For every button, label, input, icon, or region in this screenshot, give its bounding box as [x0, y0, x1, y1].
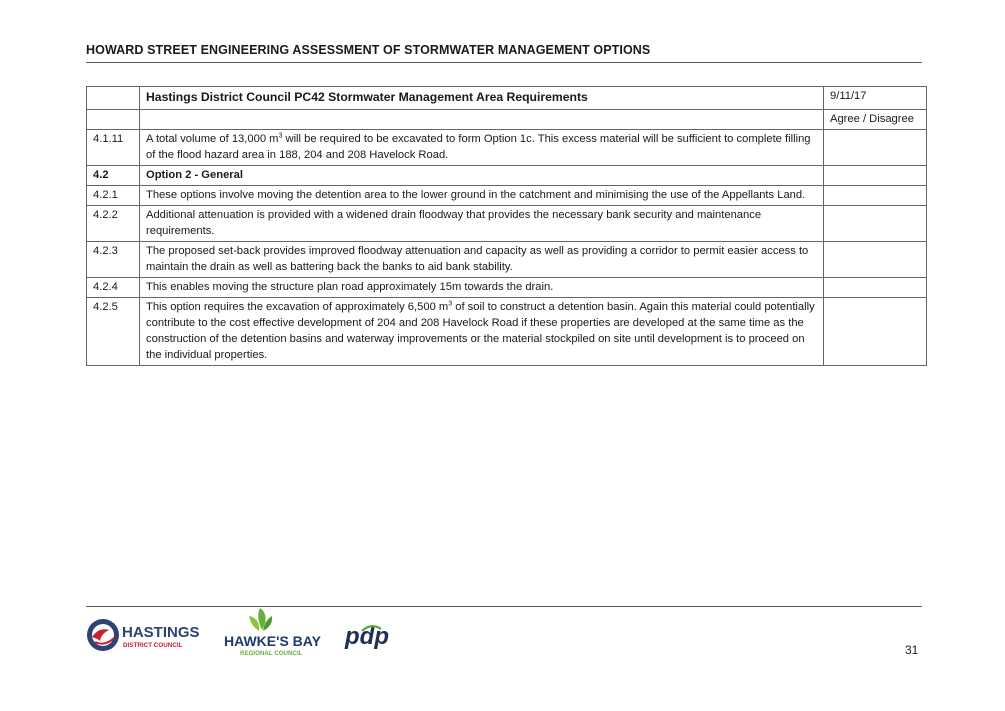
header-divider — [86, 62, 922, 63]
clause-text-part: will be required to be excavated to form Option 1c. This excess material will be sufficient to complete filling of the flood hazard area in 188, 204 and 208 Havelock Road. — [146, 133, 811, 161]
document-header-title: HOWARD STREET ENGINEERING ASSESSMENT OF STORMWATER MANAGEMENT OPTIONS — [86, 43, 651, 57]
clause-text: The proposed set-back provides improved floodway attenuation and capacity as well as providing a corridor to permit easier access to maintain the drain as well as battering back the banks to aid bank stability. — [140, 242, 824, 278]
agree-disagree-label: Agree / Disagree — [824, 110, 927, 130]
hastings-logo-name: HASTINGS — [122, 624, 200, 641]
clause-text-part: of soil to construct a detention basin. Again this material could potentially contribute to the cost effective development of 204 and 208 Havelock Road if these properties are developed at the same time as the construction of the detention basins and waterway improvements or the material stockpiled on site until development is to proceed on the individual properties. — [146, 301, 815, 361]
agree-disagree-cell — [824, 186, 927, 206]
clause-number: 4.2.2 — [87, 206, 140, 242]
pdp-logo — [344, 622, 400, 652]
table-date: 9/11/17 — [824, 87, 927, 110]
header-number-cell — [87, 87, 140, 110]
table-subheader-row — [87, 110, 927, 130]
hawkes-bay-regional-council-logo — [222, 606, 338, 658]
table-row — [87, 130, 927, 166]
table-row — [87, 206, 927, 242]
agree-disagree-cell — [824, 166, 927, 186]
clause-text: This enables moving the structure plan road approximately 15m towards the drain. — [140, 278, 824, 298]
agree-disagree-cell — [824, 206, 927, 242]
empty-cell — [140, 110, 824, 130]
clause-number: 4.1.11 — [87, 130, 140, 166]
agree-disagree-cell — [824, 242, 927, 278]
footer-divider — [86, 606, 922, 607]
page-number: 31 — [905, 643, 919, 657]
table-row — [87, 278, 927, 298]
table-header-row — [87, 87, 927, 110]
empty-cell — [87, 110, 140, 130]
section-number: 4.2 — [87, 166, 140, 186]
hastings-logo-sub: DISTRICT COUNCIL — [123, 642, 183, 649]
pdp-logo-text: pdp — [345, 623, 389, 650]
table-section-row — [87, 166, 927, 186]
agree-disagree-cell — [824, 298, 927, 366]
clause-text — [140, 130, 824, 166]
superscript: 3 — [278, 132, 283, 140]
table-row — [87, 298, 927, 366]
hawkes-leaf-2 — [249, 616, 259, 631]
clause-text — [140, 298, 824, 366]
table-title: Hastings District Council PC42 Stormwater Management Area Requirements — [140, 87, 824, 110]
clause-number: 4.2.3 — [87, 242, 140, 278]
agree-disagree-cell — [824, 130, 927, 166]
hawkes-logo-name: HAWKE'S BAY — [224, 633, 321, 649]
requirements-table — [86, 86, 927, 366]
clause-text-part: This option requires the excavation of approximately 6,500 m — [146, 301, 449, 313]
table-row — [87, 186, 927, 206]
hawkes-logo-sub: REGIONAL COUNCIL — [240, 650, 303, 657]
clause-number: 4.2.1 — [87, 186, 140, 206]
superscript: 3 — [448, 300, 453, 308]
hastings-district-council-logo — [86, 615, 210, 655]
agree-disagree-cell — [824, 278, 927, 298]
section-title: Option 2 - General — [140, 166, 824, 186]
table-row — [87, 242, 927, 278]
clause-text-part: A total volume of 13,000 m — [146, 133, 279, 145]
clause-text: Additional attenuation is provided with a widened drain floodway that provides the necessary bank security and maintenance requirements. — [140, 206, 824, 242]
clause-text: These options involve moving the detention area to the lower ground in the catchment and minimising the use of the Appellants Land. — [140, 186, 824, 206]
clause-number: 4.2.4 — [87, 278, 140, 298]
clause-number: 4.2.5 — [87, 298, 140, 366]
